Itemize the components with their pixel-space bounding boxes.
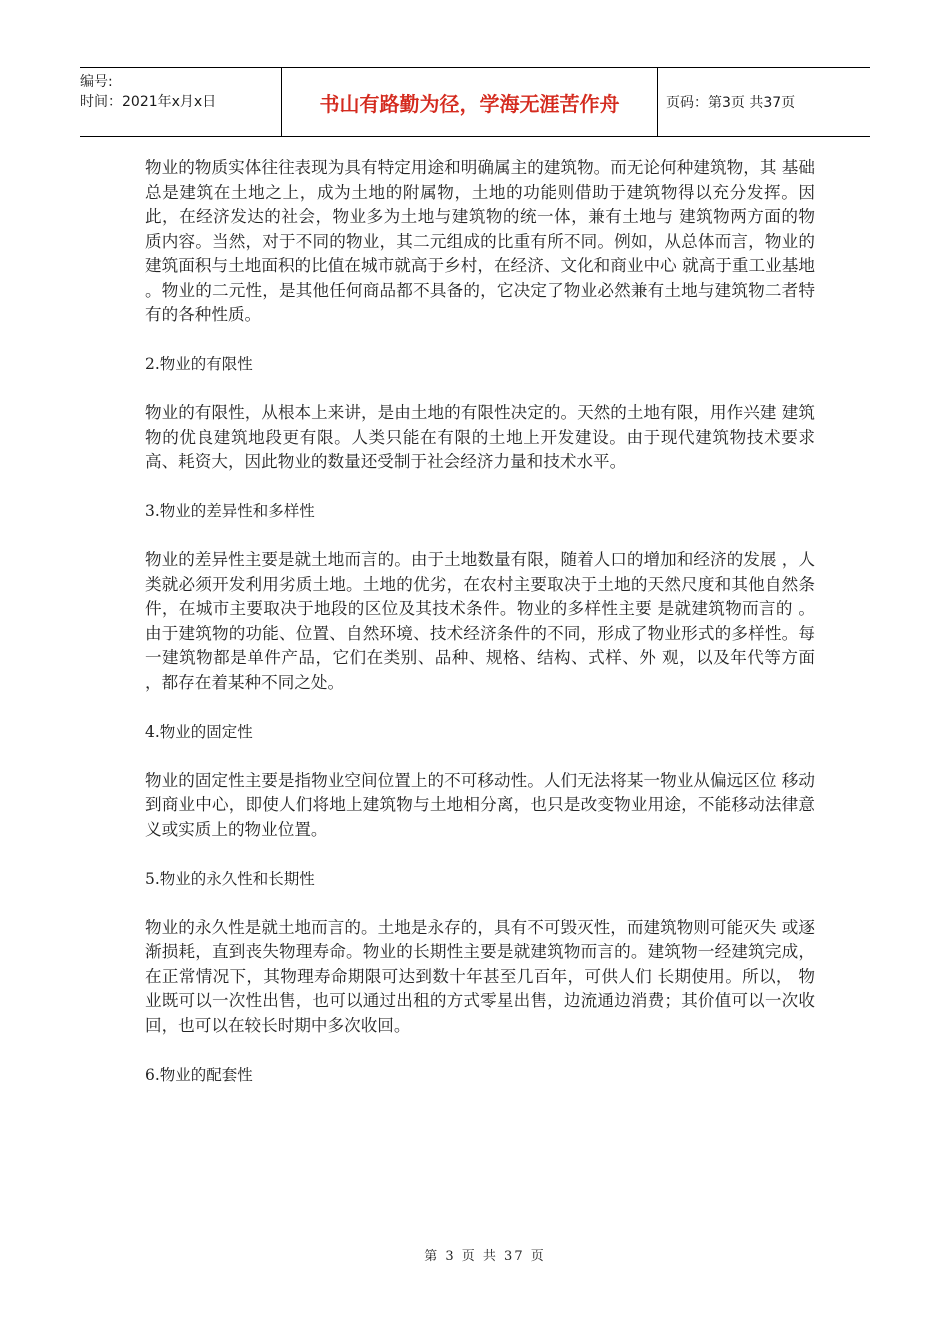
- page-footer: 第 3 页 共 37 页: [424, 1249, 546, 1264]
- paragraph-duality: 物业的物质实体往往表现为具有特定用途和明确属主的建筑物。而无论何种建筑物，其 基础总是建筑在土地之上，成为土地的附属物，土地的功能则借助于建筑物得以充分发挥。因此，在经济发达的社会，物业多为土地与建筑物的统一体，兼有土地与 建筑物两方面的物 质内容。当然，对于不同的物业，其二元组成的比重有所不同。例如，从总体而言，物业的建筑面积与土地面积的比值在城市就高于乡村，在经济、文化和商业中心 就高于重工业基地 。物业的二元性，是其他任何商品都不具备的，它决定了物业必然兼有土地与建筑物二者特有的各种性质。: [145, 158, 815, 324]
- header-page-code: 页码：第3页 共37页: [666, 95, 796, 111]
- document-number-label: 编号:: [80, 74, 113, 90]
- header-meta: [80, 68, 282, 136]
- section-heading-permanence: 5.物业的永久性和长期性: [145, 869, 315, 888]
- document-date: 时间：2021年x月x日: [80, 94, 217, 110]
- paragraph-diversity: 物业的差异性主要是就土地而言的。由于土地数量有限，随着人口的增加和经济的发展 ，人类就必须开发利用劣质土地。土地的优劣，在农村主要取决于土地的天然尺度和其他自然条件，在城市主要取决于地段的区位及其技术条件。物业的多样性主要 是就建筑物而言的 。由于建筑物的功能、位置、自然环境、技术经济条件的不同，形成了物业形式的多样性。每一建筑物都是单件产品，它们在类别、品种、规格、结构、式样、外 观，以及年代等方面 ，都存在着某种不同之处。: [145, 550, 815, 692]
- header-motto: 书山有路勤为径，学海无涯苦作舟: [319, 91, 620, 116]
- paragraph-permanence: 物业的永久性是就土地而言的。土地是永存的，具有不可毁灭性，而建筑物则可能灭失 或逐渐损耗，直到丧失物理寿命。物业的长期性主要是就建筑物而言的。建筑物一经建筑完成，在正常情况下，其物理寿命期限可达到数十年甚至几百年，可供人们 长期使用。所以， 物业既可以一次性出售，也可以通过出租的方式零星出售，边流通边消费；其价值可以一次收回，也可以在较长时期中多次收回。: [145, 917, 815, 1035]
- section-heading-finiteness: 2.物业的有限性: [145, 355, 253, 373]
- section-heading-fixedness: 4.物业的固定性: [145, 722, 253, 741]
- document-body: [145, 156, 815, 1112]
- section-heading-supporting: 6.物业的配套性: [145, 1065, 253, 1084]
- section-heading-diversity: 3.物业的差异性和多样性: [145, 502, 315, 520]
- paragraph-fixedness: 物业的固定性主要是指物业空间位置上的不可移动性。人们无法将某一物业从偏远区位 移动到商业中心，即使人们将地上建筑物与土地相分离，也只是改变物业用途，不能移动法律意义或实质上的物业位置。: [145, 770, 815, 839]
- page-header: [80, 67, 870, 137]
- header-motto-cell: [282, 68, 658, 136]
- paragraph-finiteness: 物业的有限性，从根本上来讲，是由土地的有限性决定的。天然的土地有限，用作兴建 建筑物的优良建筑地段更有限。人类只能在有限的土地上开发建设。由于现代建筑物技术要求高、耗资大，因此物业的数量还受制于社会经济力量和技术水平。: [145, 403, 815, 471]
